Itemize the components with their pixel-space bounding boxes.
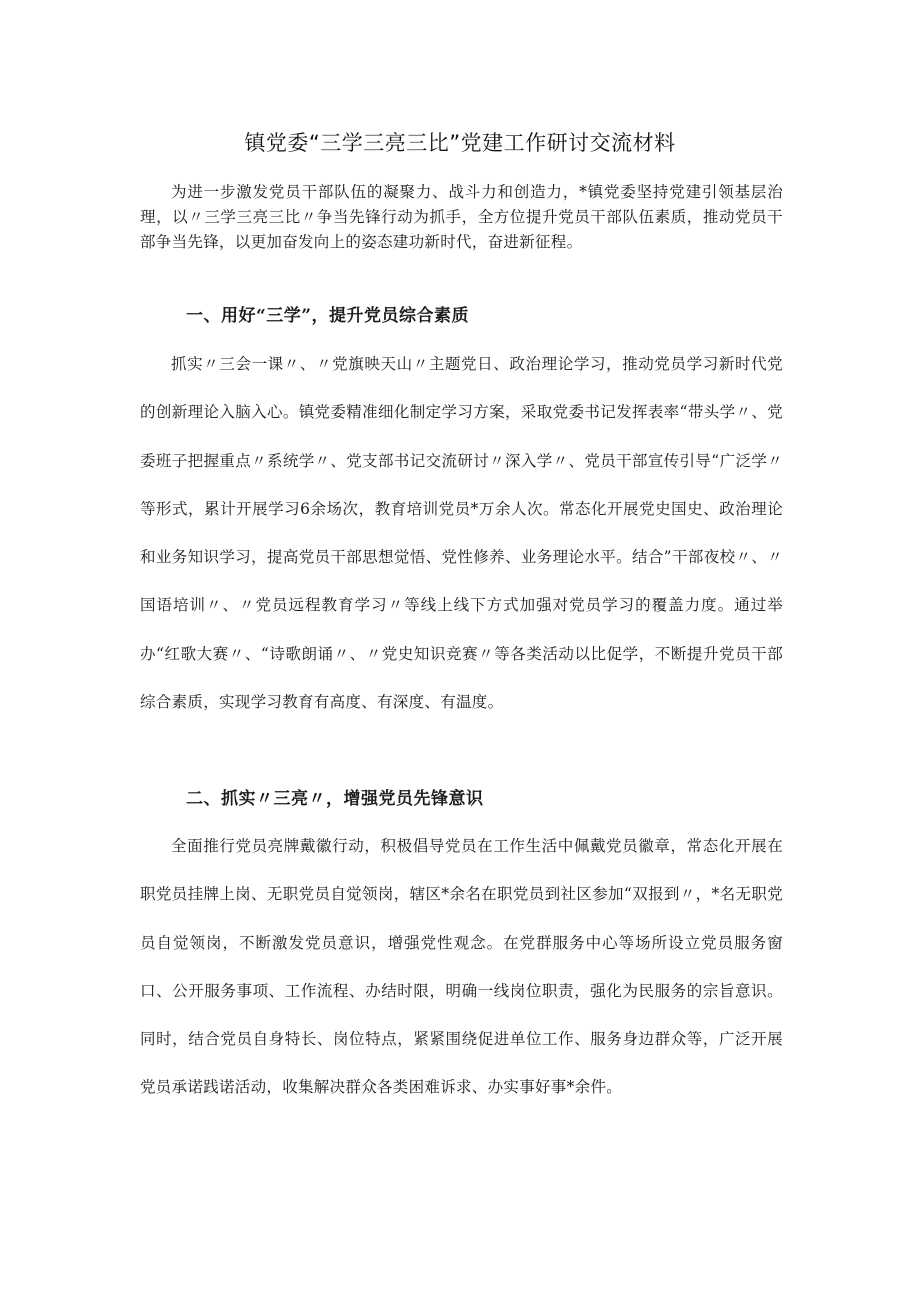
section-2-body: 全面推行党员亮牌戴徽行动，积极倡导党员在工作生活中佩戴党员徽章，常态化开展在职党员挂牌上岗、无职党员自觉领岗，辖区*余名在职党员到社区参加“双报到〃，*名无职党员自觉领岗，不断激发党员意识，增强党性观念。在党群服务中心等场所设立党员服务窗口、公开服务事项、工作流程、办结时限，明确一线岗位职责，强化为民服务的宗旨意识。同时，结合党员自身特长、岗位特点，紧紧围绕促进单位工作、服务身边群众等，广泛开展党员承诺践诺活动，收集解决群众各类困难诉求、办实事好事*余件。 [140, 837, 783, 1097]
document-title: 镇党委“三学三亮三比”党建工作研讨交流材料 [244, 131, 676, 155]
section-2-heading: 二、抓实〃三亮〃，增强党员先锋意识 [186, 789, 484, 809]
section-1-heading: 一、用好“三学”，提升党员综合素质 [186, 306, 470, 326]
intro-paragraph: 为进一步激发党员干部队伍的凝聚力、战斗力和创造力，*镇党委坚持党建引领基层治理，以〃三学三亮三比〃争当先锋行动为抓手，全方位提升党员干部队伍素质，推动党员干部争当先锋，以更加奋发向上的姿态建功新时代，奋进新征程。 [140, 183, 783, 251]
section-1-body: 抓实〃三会一课〃、〃党旗映天山〃主题党日、政治理论学习，推动党员学习新时代党的创新理论入脑入心。镇党委精准细化制定学习方案，采取党委书记发挥表率“带头学〃、党委班子把握重点〃系统学〃、党支部书记交流研讨〃深入学〃、党员干部宣传引导“广泛学〃等形式，累计开展学习6余场次，教育培训党员*万余人次。常态化开展党史国史、政治理论和业务知识学习，提高党员干部思想觉悟、党性修养、业务理论水平。结合”干部夜校〃、〃国语培训〃、〃党员远程教育学习〃等线上线下方式加强对党员学习的覆盖力度。通过举办“红歌大赛〃、“诗歌朗诵〃、〃党史知识竞赛〃等各类活动以比促学，不断提升党员干部综合素质，实现学习教育有高度、有深度、有温度。 [140, 355, 783, 712]
